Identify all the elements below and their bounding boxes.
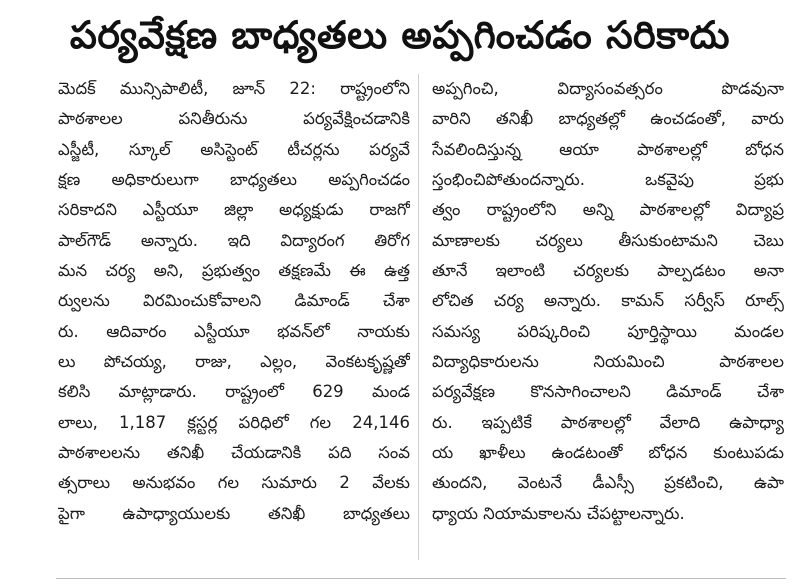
text-line: పర్యవేక్షణ కొనసాగించాలని డిమాండ్ చేశా — [432, 382, 784, 402]
article-column-left — [58, 74, 410, 560]
text-line: కలిసి మాట్లాడారు. రాష్ట్రంలో 629 మండ — [58, 382, 410, 402]
text-line: పాల్‌గౌడ్ అన్నారు. ఇది విద్యారంగ తిరోగ — [58, 230, 410, 250]
text-line: మన చర్య అని, ప్రభుత్వం తక్షణమే ఈ ఉత్త — [58, 261, 410, 281]
text-line: సరికాదని ఎస్టీయూ జిల్లా అధ్యక్షుడు రాజగో — [58, 200, 410, 220]
text-line: లు పోచయ్య, రాజు, ఎల్లం, వెంకటకృష్ణతో — [58, 352, 410, 372]
text-line: రు. ఆదివారం ఎస్టీయూ భవన్‌లో నాయకు — [58, 321, 410, 341]
text-line: ఎస్జీటీ, స్కూల్ అసిస్టెంట్ టీచర్లను పర్యవే — [58, 139, 410, 159]
text-line: పాఠశాలలను తనిఖీ చేయడానికి పది సంవ — [58, 443, 410, 463]
article-column-right — [432, 74, 784, 560]
text-line: య ఖాళీలు ఉండటంతో బోధన కుంటుపడు — [432, 443, 784, 463]
text-line: క్షణ అధికారులుగా బాధ్యతలు అప్పగించడం — [58, 170, 410, 190]
text-line: త్వం రాష్ట్రంలోని అన్ని పాఠశాలల్లో విద్యాప్ర — [432, 200, 784, 220]
text-line: ర్వులను విరమించుకోవాలని డిమాండ్ చేశా — [58, 291, 410, 311]
text-line: వారిని తనిఖీ బాధ్యతల్లో ఉంచడంతో, వారు — [432, 109, 784, 129]
text-line: సమస్య పరిష్కరించి పూర్తిస్థాయి మండల — [432, 321, 784, 341]
text-line: మాణాలకు చర్యలు తీసుకుంటామని చెబు — [432, 230, 784, 250]
bottom-divider — [56, 578, 786, 579]
text-line: లాలు, 1,187 క్లస్టర్ల పరిధిలో గల 24,146 — [58, 412, 410, 432]
column-divider — [418, 74, 419, 560]
text-line: స్తంభించిపోతుందన్నారు. ఒకవైపు ప్రభు — [432, 170, 784, 190]
headline: పర్యవేక్షణ బాధ్యతలు అప్పగించడం సరికాదు — [69, 13, 731, 57]
text-line: సేవలిందిస్తున్న ఆయా పాఠశాలల్లో బోధన — [432, 139, 784, 159]
text-line: తూనే ఇలాంటి చర్యలకు పాల్పడటం అనా — [432, 261, 784, 281]
text-line: పైగా ఉపాధ్యాయులకు తనిఖీ బాధ్యతలు — [58, 503, 410, 523]
text-line: లోచిత చర్య అన్నారు. కామన్ సర్వీస్ రూల్స్ — [432, 291, 784, 311]
text-line: రు. ఇప్పటికే పాఠశాలల్లో వేలాది ఉపాధ్యా — [432, 412, 784, 432]
text-line: తుందని, వెంటనే డీఎస్సీ ప్రకటించి, ఉపా — [432, 473, 784, 493]
text-line: ధ్యాయ నియామకాలను చేపట్టాలన్నారు. — [432, 503, 685, 523]
text-line: విద్యాధికారులను నియమించి పాఠశాలల — [432, 352, 784, 372]
text-line: త్సరాలు అనుభవం గల సుమారు 2 వేలకు — [58, 473, 410, 493]
text-line: అప్పగించి, విద్యాసంవత్సరం పొడవునా — [432, 79, 784, 98]
text-line: మెదక్ మున్సిపాలిటీ, జూన్ 22: రాష్ట్రంలోని — [58, 79, 410, 98]
text-line: పాఠశాలల పనితీరును పర్యవేక్షించడానికి — [58, 109, 410, 129]
